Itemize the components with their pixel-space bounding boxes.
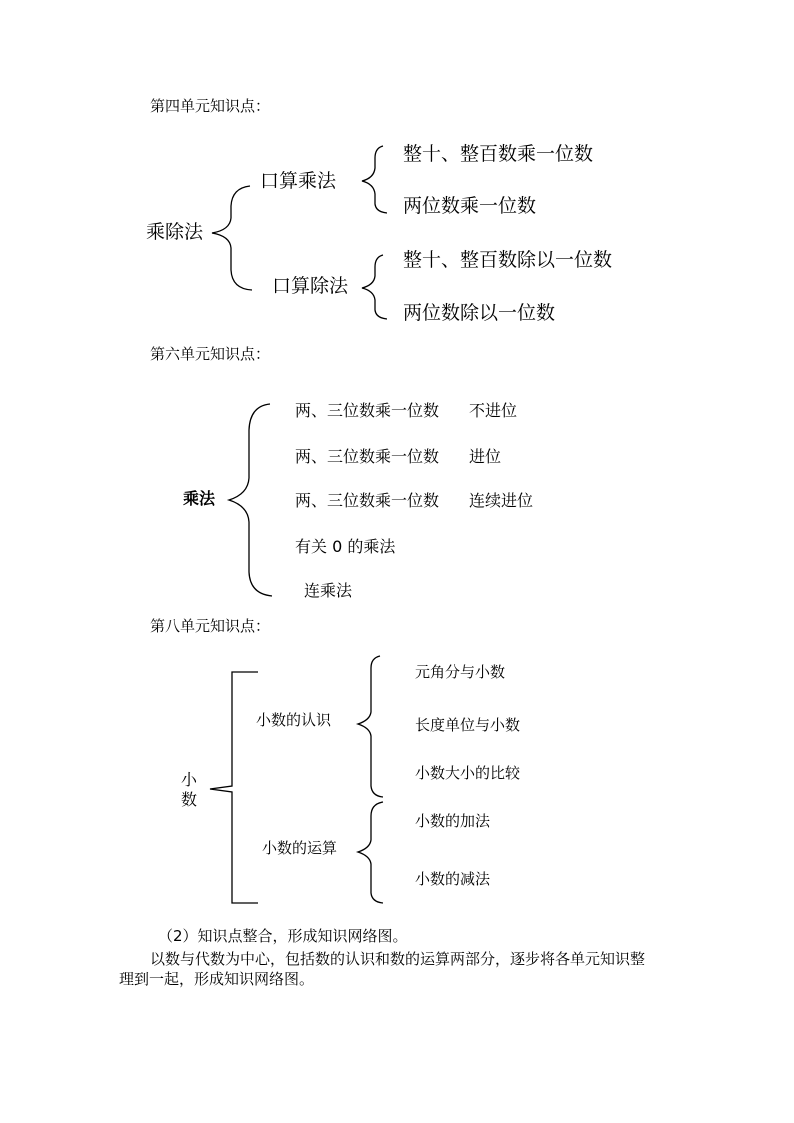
unit4-branch-divide: 口算除法 [272, 275, 349, 297]
unit8-branch-operate: 小数的运算 [262, 839, 338, 857]
unit4-heading: 第四单元知识点： [150, 97, 271, 115]
unit4-branch-multiply: 口算乘法 [260, 170, 337, 192]
unit4-leaf: 整十、整百数除以一位数 [403, 249, 613, 271]
unit4-leaf: 整十、整百数乘一位数 [403, 143, 594, 165]
unit8-brace-recognize [358, 656, 383, 797]
unit6-item-note: 进位 [469, 447, 502, 466]
unit8-leaf: 小数的减法 [415, 870, 491, 888]
unit6-root: 乘法 [183, 489, 216, 508]
unit8-leaf: 长度单位与小数 [415, 716, 521, 734]
unit8-leaf: 元角分与小数 [415, 663, 506, 681]
unit4-brace-multiply [362, 146, 387, 213]
unit8-root-char2: 数 [181, 790, 198, 809]
unit6-item-note: 连续进位 [469, 491, 534, 510]
unit6-item: 连乘法 [304, 581, 353, 600]
unit6-item-note: 不进位 [469, 401, 518, 420]
summary-body-line2: 理到一起，形成知识网络图。 [119, 970, 315, 988]
unit8-heading: 第八单元知识点： [150, 617, 271, 635]
unit6-item: 两、三位数乘一位数 [295, 447, 440, 466]
summary-body-line1: 以数与代数为中心，包括数的认识和数的运算两部分，逐步将各单元知识整 [150, 950, 646, 968]
unit8-leaf: 小数的加法 [415, 812, 491, 830]
unit4-brace-divide [362, 255, 387, 319]
unit6-item: 有关 0 的乘法 [295, 537, 396, 556]
unit4-main-brace [212, 186, 252, 290]
unit6-heading: 第六单元知识点： [150, 345, 271, 363]
unit8-root-char1: 小 [181, 770, 198, 789]
unit6-item: 两、三位数乘一位数 [295, 401, 440, 420]
unit6-main-brace [229, 404, 272, 596]
summary-heading: （2）知识点整合，形成知识网络图。 [158, 927, 408, 945]
unit8-main-bracket [210, 672, 258, 903]
unit8-leaf: 小数大小的比较 [415, 764, 521, 782]
unit4-leaf: 两位数乘一位数 [403, 195, 537, 217]
unit4-root: 乘除法 [146, 221, 204, 243]
unit8-brace-operate [358, 802, 383, 903]
unit8-branch-recognize: 小数的认识 [256, 711, 332, 729]
unit6-item: 两、三位数乘一位数 [295, 491, 440, 510]
unit4-leaf: 两位数除以一位数 [403, 302, 556, 324]
